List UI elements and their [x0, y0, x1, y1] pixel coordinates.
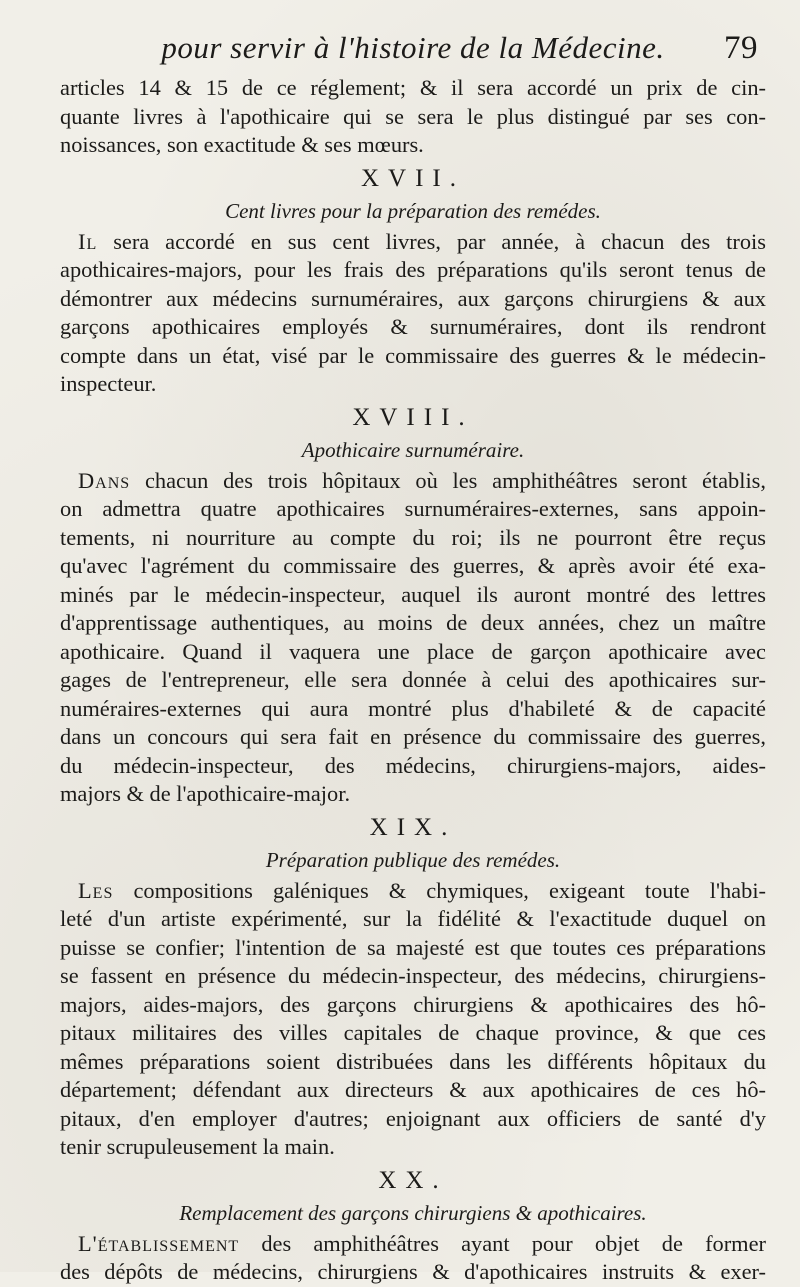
text-line: qu'avec l'agrément du commissaire des guerres, & après avoir été exa- [60, 553, 766, 578]
text-line: apothicaire. Quand il vaquera une place de garçon apothicaire avec [60, 638, 766, 664]
text-segment: sera accordé en sus cent livres, par année, à chacun des trois [113, 228, 766, 254]
article-body [60, 228, 766, 399]
article-xviii [60, 401, 766, 809]
text-line: on admettra quatre apothicaires surnuméraires-externes, sans appoin- [60, 496, 766, 521]
text-line: numéraires-externes qui aura montré plus d'habileté & de capacité [60, 695, 766, 721]
continuation-paragraph [60, 74, 766, 160]
text-line: du médecin-inspecteur, des médecins, chirurgiens-majors, aides- [60, 752, 766, 778]
text-line: démontrer aux médecins surnuméraires, aux garçons chirurgiens & aux [60, 285, 766, 311]
article-heading: Apothicaire surnuméraire. [301, 437, 525, 462]
article-number: XVIII. [352, 403, 474, 431]
text-line: leté d'un artiste expérimenté, sur la fidélité & l'exactitude duquel on [60, 906, 766, 931]
text-segment: des amphithéâtres ayant pour objet de former [261, 1230, 766, 1256]
text-line: pitaux militaires des villes capitales de chaque province, & que ces [60, 1020, 766, 1045]
article-body [60, 467, 766, 809]
text-line: dans un concours qui sera fait en présence du commissaire des guerres, [60, 724, 766, 749]
text-line: minés par le médecin-inspecteur, auquel ils auront montré des lettres [60, 581, 766, 607]
article-body [60, 1230, 766, 1287]
text-line: pitaux, d'en employer d'autres; enjoignant aux officiers de santé d'y [60, 1105, 766, 1131]
text-line: se fassent en présence du médecin-inspecteur, des médecins, chirurgiens- [60, 963, 766, 988]
text-line: articles 14 & 15 de ce réglement; & il sera accordé un prix de cin- [60, 75, 766, 100]
article-heading: Cent livres pour la préparation des remédes. [225, 198, 601, 223]
text-line: tenir scrupuleusement la main. [60, 1134, 335, 1159]
article-number: XVII. [360, 164, 465, 192]
text-line: quante livres à l'apothicaire qui se sera le plus distingué par ses con- [60, 103, 766, 129]
lead-word: Les [78, 877, 114, 903]
text-line: inspecteur. [60, 371, 157, 396]
text-line: des dépôts de médecins, chirurgiens & d'apothicaires instruits & exer- [60, 1259, 766, 1284]
text-line: majors, aides-majors, des garçons chirurgiens & apothicaires des hô- [60, 991, 766, 1017]
text-line: tements, ni nourriture au compte du roi; ils ne pourront être reçus [60, 524, 766, 550]
text-line [60, 228, 766, 257]
text-line: gages de l'entrepreneur, elle sera donnée à celui des apothicaires sur- [60, 667, 766, 692]
text-line [60, 877, 766, 906]
text-line: noissances, son exactitude & ses mœurs. [60, 132, 424, 157]
article-number: XX. [378, 1166, 448, 1194]
text-line [60, 1230, 766, 1259]
text-line: majors & de l'apothicaire-major. [60, 781, 351, 806]
lead-word: L'établissement [78, 1230, 240, 1256]
article-body [60, 877, 766, 1162]
text-line [60, 467, 766, 496]
text-line: mêmes préparations soient distribuées dans les différents hôpitaux du [60, 1048, 766, 1074]
article-xx [60, 1164, 766, 1287]
text-line: département; défendant aux directeurs & aux apothicaires de ces hô- [60, 1077, 766, 1102]
article-xix [60, 811, 766, 1162]
text-segment: compositions galéniques & chymiques, exigeant toute l'habi- [133, 877, 766, 903]
text-segment: chacun des trois hôpitaux où les amphithéâtres seront établis, [144, 467, 766, 493]
text-line: d'apprentissage authentiques, au moins de deux années, chez un maître [60, 610, 766, 635]
text-line: puisse se confier; l'intention de sa majesté est que toutes ces préparations [60, 934, 766, 960]
article-heading: Remplacement des garçons chirurgiens & apothicaires. [179, 1200, 647, 1225]
text-line: compte dans un état, visé par le commissaire des guerres & le médecin- [60, 342, 766, 368]
text-line: apothicaires-majors, pour les frais des préparations qu'ils seront tenus de [60, 257, 766, 282]
lead-word: Dans [78, 467, 131, 493]
article-xvii [60, 162, 766, 399]
running-head-title: pour servir à l'histoire de la Médecine. [161, 30, 665, 65]
lead-word: Il [78, 228, 98, 254]
article-number: XIX. [369, 813, 457, 841]
article-heading: Préparation publique des remédes. [265, 847, 561, 872]
page-number: 79 [724, 30, 758, 66]
running-head [60, 22, 766, 74]
text-line: garçons apothicaires employés & surnuméraires, dont ils rendront [60, 314, 766, 339]
